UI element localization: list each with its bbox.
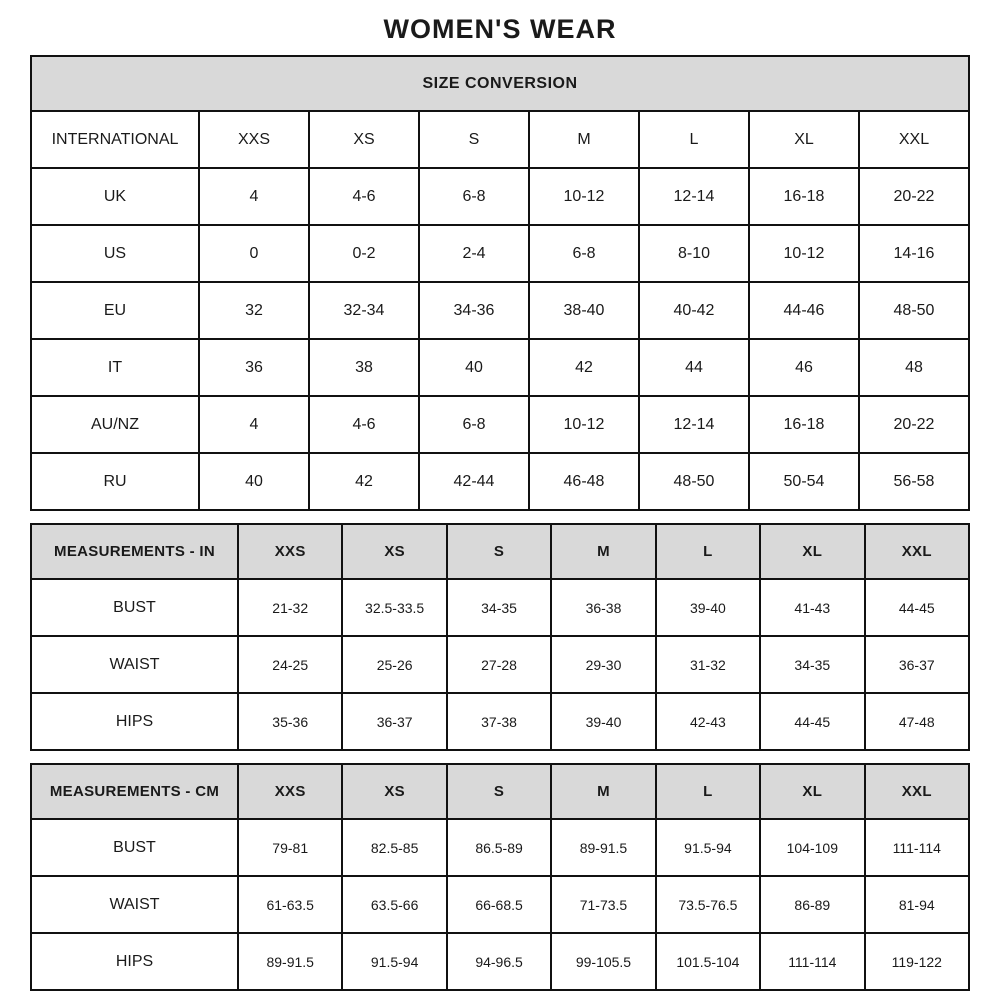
size-value-cell: 20-22 xyxy=(859,396,969,453)
size-value-cell: 89-91.5 xyxy=(551,819,655,876)
size-conversion-header-row xyxy=(31,111,969,168)
size-value-cell: 39-40 xyxy=(656,579,760,636)
size-value-cell: 111-114 xyxy=(760,933,864,990)
size-value-cell: 34-36 xyxy=(419,282,529,339)
size-value-cell: 46-48 xyxy=(529,453,639,510)
size-value-cell: 42 xyxy=(529,339,639,396)
size-value-cell: 66-68.5 xyxy=(447,876,551,933)
size-value-cell: 38-40 xyxy=(529,282,639,339)
size-value-cell: 38 xyxy=(309,339,419,396)
size-value-cell: 12-14 xyxy=(639,168,749,225)
measurements_in-row-waist xyxy=(31,636,969,693)
size_conversion-row-eu xyxy=(31,282,969,339)
size-value-cell: 35-36 xyxy=(238,693,342,750)
size-value-cell: 36-38 xyxy=(551,579,655,636)
measurements_cm-label-header: MEASUREMENTS - CM xyxy=(31,764,238,819)
measurements_in-col-header: XL xyxy=(760,524,864,579)
row-label: UK xyxy=(31,168,199,225)
measurements_cm-row-bust xyxy=(31,819,969,876)
size_conversion-row-uk xyxy=(31,168,969,225)
measurements-in-table xyxy=(30,523,970,751)
size-value-cell: 10-12 xyxy=(529,168,639,225)
size-value-cell: 16-18 xyxy=(749,168,859,225)
measurements_cm-col-header: XS xyxy=(342,764,446,819)
measurements_cm-col-header: XXS xyxy=(238,764,342,819)
size-value-cell: 40-42 xyxy=(639,282,749,339)
size-value-cell: 0-2 xyxy=(309,225,419,282)
size_conversion-row-it xyxy=(31,339,969,396)
size-value-cell: 32 xyxy=(199,282,309,339)
measurements_in-row-hips xyxy=(31,693,969,750)
measurements_in-col-header: M xyxy=(551,524,655,579)
size-value-cell: 20-22 xyxy=(859,168,969,225)
size-value-cell: 56-58 xyxy=(859,453,969,510)
size-value-cell: 46 xyxy=(749,339,859,396)
size-value-cell: 82.5-85 xyxy=(342,819,446,876)
measurements_cm-col-header: M xyxy=(551,764,655,819)
size_conversion-col-header: M xyxy=(529,111,639,168)
size-value-cell: 29-30 xyxy=(551,636,655,693)
size-value-cell: 4 xyxy=(199,168,309,225)
size-value-cell: 42 xyxy=(309,453,419,510)
row-label: WAIST xyxy=(31,636,238,693)
size-value-cell: 50-54 xyxy=(749,453,859,510)
size_conversion-col-header: S xyxy=(419,111,529,168)
size-value-cell: 39-40 xyxy=(551,693,655,750)
measurements_cm-col-header: XL xyxy=(760,764,864,819)
size-value-cell: 31-32 xyxy=(656,636,760,693)
size-value-cell: 40 xyxy=(199,453,309,510)
row-label: WAIST xyxy=(31,876,238,933)
size-value-cell: 0 xyxy=(199,225,309,282)
size-value-cell: 42-43 xyxy=(656,693,760,750)
row-label: US xyxy=(31,225,199,282)
size-value-cell: 25-26 xyxy=(342,636,446,693)
size-value-cell: 24-25 xyxy=(238,636,342,693)
size-value-cell: 4-6 xyxy=(309,396,419,453)
size-value-cell: 36 xyxy=(199,339,309,396)
measurements_cm-col-header: L xyxy=(656,764,760,819)
size-value-cell: 6-8 xyxy=(419,168,529,225)
size-value-cell: 32-34 xyxy=(309,282,419,339)
size-value-cell: 34-35 xyxy=(760,636,864,693)
size-value-cell: 8-10 xyxy=(639,225,749,282)
measurements_in-col-header: L xyxy=(656,524,760,579)
measurements_in-label-header: MEASUREMENTS - IN xyxy=(31,524,238,579)
size_conversion-col-header: XXS xyxy=(199,111,309,168)
size-value-cell: 21-32 xyxy=(238,579,342,636)
row-label: BUST xyxy=(31,819,238,876)
size-value-cell: 6-8 xyxy=(529,225,639,282)
measurements-cm-header-row xyxy=(31,764,969,819)
row-label: BUST xyxy=(31,579,238,636)
size-value-cell: 16-18 xyxy=(749,396,859,453)
size-value-cell: 48-50 xyxy=(859,282,969,339)
size_conversion-row-au-nz xyxy=(31,396,969,453)
size-value-cell: 111-114 xyxy=(865,819,969,876)
size-value-cell: 119-122 xyxy=(865,933,969,990)
size-value-cell: 61-63.5 xyxy=(238,876,342,933)
measurements_in-col-header: XS xyxy=(342,524,446,579)
size_conversion-col-header: L xyxy=(639,111,749,168)
measurements_cm-row-waist xyxy=(31,876,969,933)
size_conversion-col-header: XL xyxy=(749,111,859,168)
size-value-cell: 32.5-33.5 xyxy=(342,579,446,636)
measurements-cm-table xyxy=(30,763,970,991)
size-value-cell: 86-89 xyxy=(760,876,864,933)
size-value-cell: 42-44 xyxy=(419,453,529,510)
size-value-cell: 36-37 xyxy=(342,693,446,750)
size-value-cell: 94-96.5 xyxy=(447,933,551,990)
size-value-cell: 79-81 xyxy=(238,819,342,876)
measurements_cm-col-header: S xyxy=(447,764,551,819)
size_conversion-label-header: INTERNATIONAL xyxy=(31,111,199,168)
measurements_in-col-header: XXL xyxy=(865,524,969,579)
size-value-cell: 27-28 xyxy=(447,636,551,693)
size-value-cell: 41-43 xyxy=(760,579,864,636)
measurements-in-header-row xyxy=(31,524,969,579)
size-value-cell: 81-94 xyxy=(865,876,969,933)
size-conversion-banner: SIZE CONVERSION xyxy=(31,56,969,111)
size-value-cell: 99-105.5 xyxy=(551,933,655,990)
size-conversion-table xyxy=(30,55,970,511)
size-value-cell: 47-48 xyxy=(865,693,969,750)
size-value-cell: 48-50 xyxy=(639,453,749,510)
page-title: WOMEN'S WEAR xyxy=(383,14,617,44)
size-value-cell: 37-38 xyxy=(447,693,551,750)
size-value-cell: 91.5-94 xyxy=(342,933,446,990)
size_conversion-row-ru xyxy=(31,453,969,510)
size-value-cell: 44-45 xyxy=(760,693,864,750)
row-label: IT xyxy=(31,339,199,396)
size-value-cell: 63.5-66 xyxy=(342,876,446,933)
size-value-cell: 44 xyxy=(639,339,749,396)
size-value-cell: 91.5-94 xyxy=(656,819,760,876)
size_conversion-col-header: XS xyxy=(309,111,419,168)
row-label: HIPS xyxy=(31,693,238,750)
size-value-cell: 14-16 xyxy=(859,225,969,282)
size-value-cell: 44-45 xyxy=(865,579,969,636)
measurements_in-row-bust xyxy=(31,579,969,636)
size-value-cell: 71-73.5 xyxy=(551,876,655,933)
size-value-cell: 44-46 xyxy=(749,282,859,339)
row-label: AU/NZ xyxy=(31,396,199,453)
size-conversion-banner-row xyxy=(31,56,969,111)
size-value-cell: 104-109 xyxy=(760,819,864,876)
measurements_in-col-header: XXS xyxy=(238,524,342,579)
measurements_cm-row-hips xyxy=(31,933,969,990)
size-value-cell: 86.5-89 xyxy=(447,819,551,876)
row-label: RU xyxy=(31,453,199,510)
size_conversion-col-header: XXL xyxy=(859,111,969,168)
size-value-cell: 4 xyxy=(199,396,309,453)
size-value-cell: 101.5-104 xyxy=(656,933,760,990)
size-value-cell: 10-12 xyxy=(529,396,639,453)
size-value-cell: 4-6 xyxy=(309,168,419,225)
size-value-cell: 36-37 xyxy=(865,636,969,693)
size-value-cell: 2-4 xyxy=(419,225,529,282)
size-value-cell: 73.5-76.5 xyxy=(656,876,760,933)
size-value-cell: 6-8 xyxy=(419,396,529,453)
measurements_in-col-header: S xyxy=(447,524,551,579)
size-value-cell: 40 xyxy=(419,339,529,396)
size-value-cell: 12-14 xyxy=(639,396,749,453)
size-value-cell: 10-12 xyxy=(749,225,859,282)
size-value-cell: 89-91.5 xyxy=(238,933,342,990)
row-label: EU xyxy=(31,282,199,339)
size_conversion-row-us xyxy=(31,225,969,282)
measurements_cm-col-header: XXL xyxy=(865,764,969,819)
size-value-cell: 34-35 xyxy=(447,579,551,636)
row-label: HIPS xyxy=(31,933,238,990)
size-value-cell: 48 xyxy=(859,339,969,396)
